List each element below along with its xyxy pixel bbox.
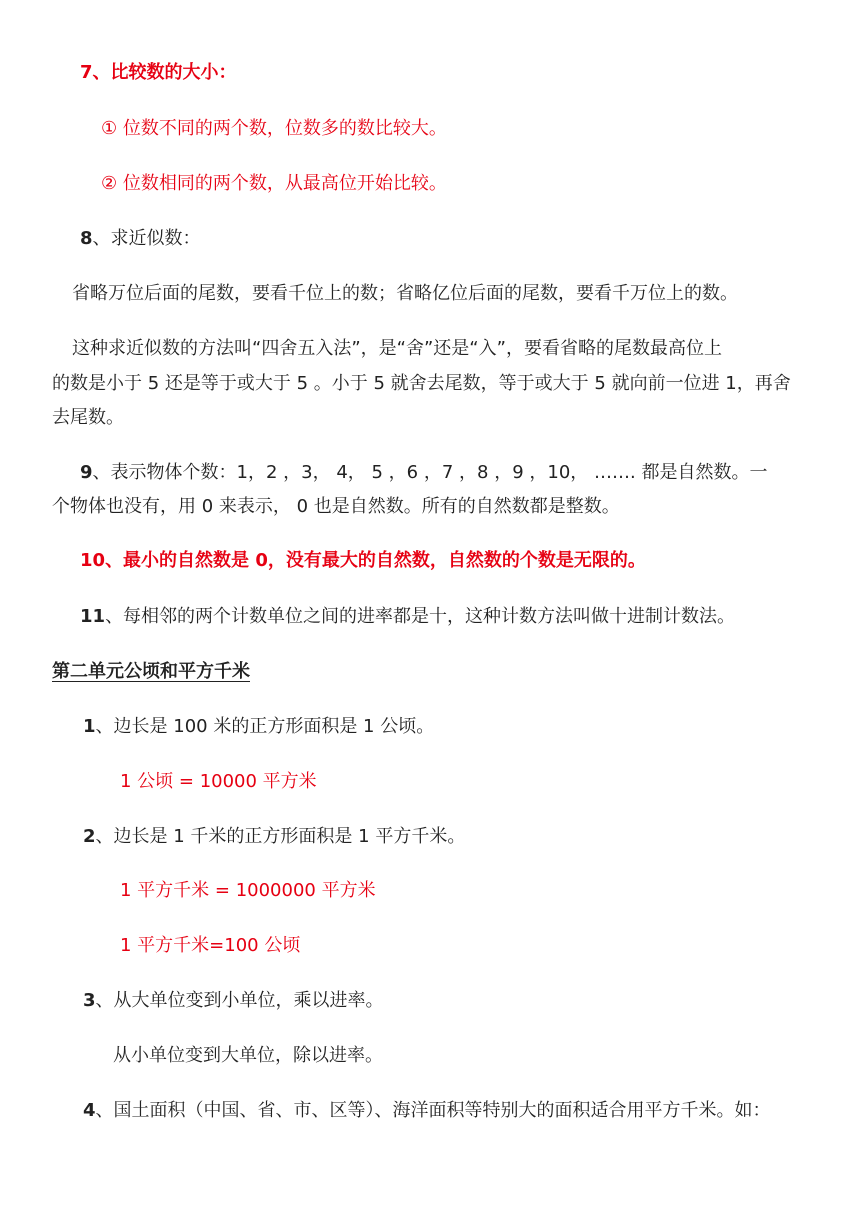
section-9-line-1 bbox=[80, 460, 767, 486]
section-8-paragraph-line-3: 去尾数。 bbox=[52, 407, 124, 428]
hectare-formula: 1 公顷 = 10000 平方米 bbox=[120, 771, 317, 792]
section-8-paragraph-line-2: 的数是小于 5 还是等于或大于 5 。小于 5 就舍去尾数，等于或大于 5 就向前一位进 1，再舍 bbox=[52, 373, 791, 394]
square-km-formula-1: 1 平方千米 = 1000000 平方米 bbox=[120, 880, 376, 901]
section-7-rule-1: ① 位数不同的两个数，位数多的数比较大。 bbox=[101, 118, 447, 139]
unit-2-item-1-text: 、边长是 100 米的正方形面积是 1 公顷。 bbox=[95, 716, 435, 737]
section-8-heading bbox=[80, 226, 201, 252]
section-7-title: 、比较数的大小： bbox=[92, 62, 237, 83]
unit-2-item-3-text-2: 从小单位变到大单位，除以进率。 bbox=[113, 1045, 383, 1066]
unit-2-item-3-text: 、从大单位变到小单位，乘以进率。 bbox=[95, 990, 384, 1011]
section-8-title: 、求近似数： bbox=[92, 228, 201, 249]
section-8-number: 8 bbox=[80, 228, 93, 249]
section-10 bbox=[80, 548, 646, 574]
unit-2-item-3 bbox=[83, 988, 384, 1014]
section-11-text: 、每相邻的两个计数单位之间的进率都是十，这种计数方法叫做十进制计数法。 bbox=[105, 606, 736, 627]
section-8-rule: 省略万位后面的尾数，要看千位上的数；省略亿位后面的尾数，要看千万位上的数。 bbox=[72, 283, 738, 304]
unit-2-item-4-text: 、国土面积（中国、省、市、区等）、海洋面积等特别大的面积适合用平方千米。如： bbox=[95, 1100, 771, 1121]
unit-2-item-1 bbox=[83, 714, 434, 740]
unit-2-item-4 bbox=[83, 1098, 771, 1124]
section-10-number: 10 bbox=[80, 550, 106, 571]
section-7-number: 7 bbox=[80, 62, 93, 83]
section-9-number: 9 bbox=[80, 462, 93, 483]
section-9-text: 、表示物体个数：1，2 ，3， 4， 5 ，6 ，7 ，8 ，9 ，10， ……. 都是自然数。一 bbox=[92, 462, 768, 483]
section-8-paragraph-line-1: 这种求近似数的方法叫“四舍五入法”，是“舍”还是“入”，要看省略的尾数最高位上 bbox=[72, 338, 722, 359]
unit-2-item-2 bbox=[83, 824, 465, 850]
section-9-line-2: 个物体也没有，用 0 来表示， 0 也是自然数。所有的自然数都是整数。 bbox=[52, 496, 620, 517]
section-10-text: 、最小的自然数是 0，没有最大的自然数，自然数的个数是无限的。 bbox=[105, 550, 646, 571]
section-11 bbox=[80, 604, 735, 630]
square-km-formula-2: 1 平方千米=100 公顷 bbox=[120, 935, 301, 956]
unit-2-item-2-text: 、边长是 1 千米的正方形面积是 1 平方千米。 bbox=[95, 826, 466, 847]
section-7-heading bbox=[80, 60, 237, 86]
unit-2-item-4-number: 4 bbox=[83, 1100, 96, 1121]
unit-2-item-3-number: 3 bbox=[83, 990, 96, 1011]
section-7-rule-2: ② 位数相同的两个数，从最高位开始比较。 bbox=[101, 173, 447, 194]
section-11-number: 11 bbox=[80, 606, 106, 627]
unit-2-heading: 第二单元公顷和平方千米 bbox=[52, 661, 250, 682]
unit-2-item-1-number: 1 bbox=[83, 716, 96, 737]
unit-2-item-2-number: 2 bbox=[83, 826, 96, 847]
